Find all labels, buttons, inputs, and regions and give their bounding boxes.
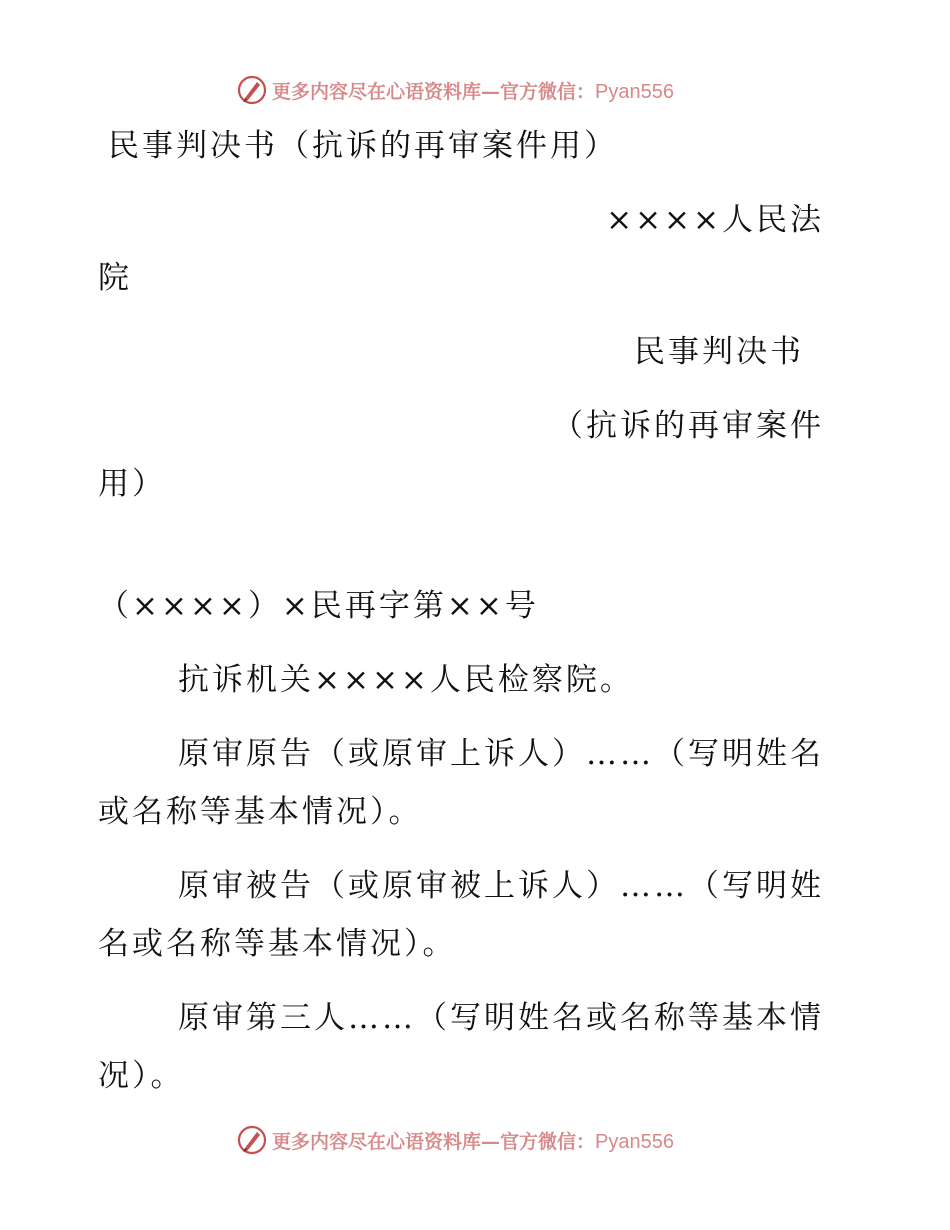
paragraph-plaintiff-line-1: 原审原告（或原审上诉人）……（写明姓名 [178,736,824,772]
paragraph-prosecuting-authority: 抗诉机关××××人民检察院。 [178,662,634,698]
watermark-header [236,72,674,108]
quill-logo-icon [236,74,268,106]
watermark-wechat-id: Pyan556 [595,1130,674,1153]
watermark-label: 更多内容尽在心语资料库—官方微信： [272,1130,596,1153]
watermark-footer [236,1122,674,1158]
document-subtitle-line-1: （抗诉的再审案件 [552,408,824,444]
case-number: （××××）×民再字第××号 [98,588,539,624]
document-title: 民事判决书 [634,334,804,370]
document-subtitle-line-2: 用） [98,466,166,502]
watermark-wechat-id: Pyan556 [595,80,674,103]
document-heading: 民事判决书（抗诉的再审案件用） [108,128,618,164]
paragraph-plaintiff-line-2: 或名称等基本情况）。 [98,794,423,830]
court-name-line-1: ××××人民法 [606,202,824,238]
watermark-label: 更多内容尽在心语资料库—官方微信： [272,80,596,103]
paragraph-third-party-line-1: 原审第三人……（写明姓名或名称等基本情 [178,1000,824,1036]
paragraph-defendant-line-1: 原审被告（或原审被上诉人）……（写明姓 [178,868,824,904]
watermark-text [272,77,674,104]
paragraph-third-party-line-2: 况）。 [98,1058,185,1094]
paragraph-defendant-line-2: 名或名称等基本情况）。 [98,926,457,962]
watermark-text [272,1127,674,1154]
quill-logo-icon [236,1124,268,1156]
court-name-line-2: 院 [98,260,132,296]
